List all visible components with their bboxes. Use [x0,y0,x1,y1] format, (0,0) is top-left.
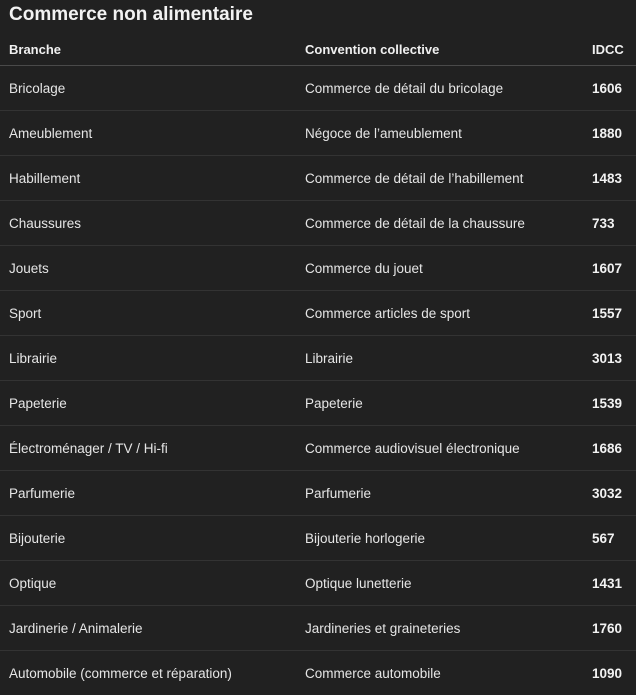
cell-convention: Commerce audiovisuel électronique [296,426,584,471]
cell-idcc: 3013 [584,336,636,381]
cell-idcc: 1606 [584,66,636,111]
cell-idcc: 1607 [584,246,636,291]
cell-idcc: 733 [584,201,636,246]
table-row [0,246,636,291]
table-row [0,561,636,606]
table-row [0,336,636,381]
table-row [0,201,636,246]
table-row [0,381,636,426]
table-row [0,66,636,111]
cell-branche: Automobile (commerce et réparation) [0,651,296,695]
cell-convention: Bijouterie horlogerie [296,516,584,561]
table-row [0,471,636,516]
cell-convention: Parfumerie [296,471,584,516]
table-row [0,516,636,561]
cell-convention: Jardineries et graineteries [296,606,584,651]
cell-branche: Bricolage [0,66,296,111]
column-header-idcc: IDCC [584,33,636,66]
table-row [0,291,636,336]
column-header-convention: Convention collective [296,33,584,66]
page-title: Commerce non alimentaire [9,4,253,26]
cell-branche: Optique [0,561,296,606]
table-row [0,111,636,156]
cell-branche: Bijouterie [0,516,296,561]
cell-convention: Optique lunetterie [296,561,584,606]
cell-idcc: 1090 [584,651,636,695]
cell-convention: Librairie [296,336,584,381]
cell-convention: Commerce articles de sport [296,291,584,336]
cell-convention: Commerce du jouet [296,246,584,291]
cell-branche: Ameublement [0,111,296,156]
table-row [0,426,636,471]
cell-idcc: 1483 [584,156,636,201]
table-header-row [0,33,636,66]
cell-convention: Négoce de l’ameublement [296,111,584,156]
cell-branche: Sport [0,291,296,336]
cell-idcc: 1557 [584,291,636,336]
conventions-table [0,33,636,695]
cell-branche: Parfumerie [0,471,296,516]
cell-convention: Commerce de détail de la chaussure [296,201,584,246]
cell-branche: Électroménager / TV / Hi-fi [0,426,296,471]
cell-idcc: 567 [584,516,636,561]
cell-branche: Jardinerie / Animalerie [0,606,296,651]
cell-idcc: 1686 [584,426,636,471]
cell-branche: Papeterie [0,381,296,426]
cell-idcc: 1539 [584,381,636,426]
cell-branche: Habillement [0,156,296,201]
cell-idcc: 1880 [584,111,636,156]
cell-branche: Jouets [0,246,296,291]
cell-idcc: 3032 [584,471,636,516]
table-row [0,156,636,201]
cell-branche: Chaussures [0,201,296,246]
cell-branche: Librairie [0,336,296,381]
table-row [0,651,636,695]
cell-convention: Papeterie [296,381,584,426]
cell-idcc: 1431 [584,561,636,606]
cell-convention: Commerce de détail du bricolage [296,66,584,111]
cell-idcc: 1760 [584,606,636,651]
cell-convention: Commerce automobile [296,651,584,695]
column-header-branche: Branche [0,33,296,66]
cell-convention: Commerce de détail de l’habillement [296,156,584,201]
table-row [0,606,636,651]
